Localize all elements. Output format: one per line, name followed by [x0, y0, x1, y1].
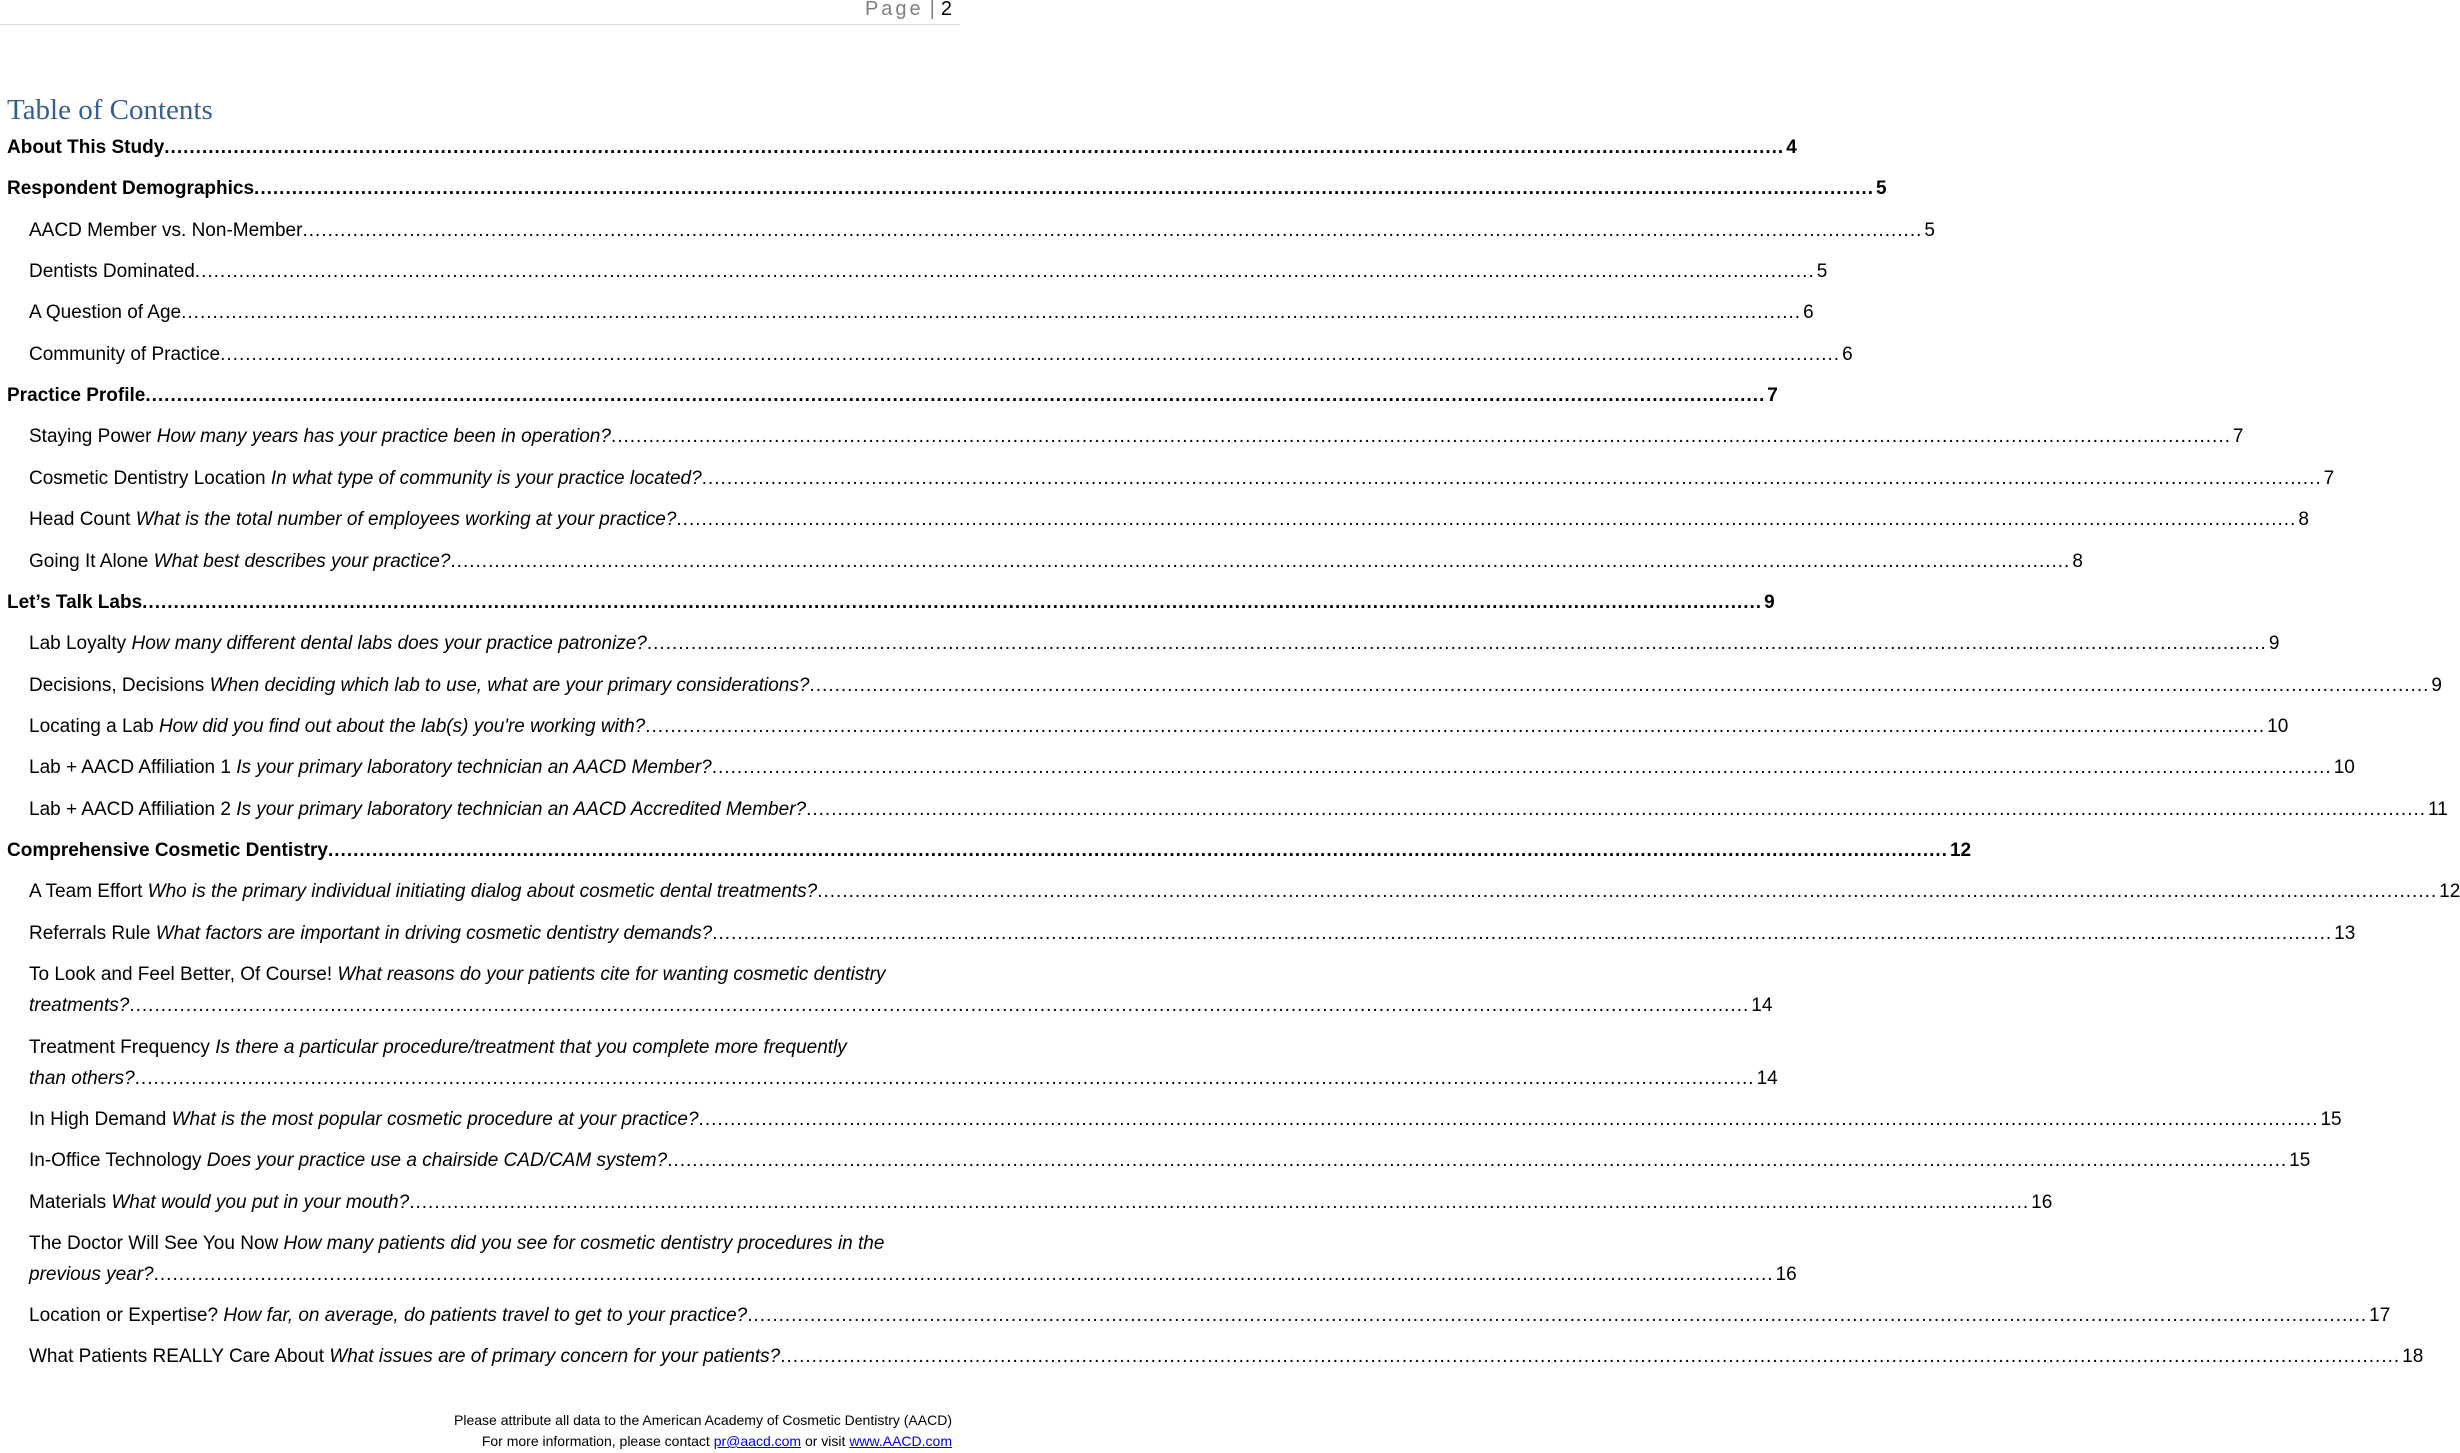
- toc-entry-title: [29, 339, 220, 370]
- toc-entry-page: 15: [2320, 1109, 2342, 1130]
- toc-entry-question: How many years has your practice been in operation?: [156, 426, 611, 448]
- toc-entry[interactable]: [0, 380, 1778, 411]
- dot-leader: [409, 1187, 2029, 1218]
- toc-entry-question: How many patients did you see for cosmetic dentistry procedures in the: [283, 1233, 885, 1254]
- toc-entry-question: How did you find out about the lab(s) you're working with?: [158, 715, 646, 737]
- toc-entry-title: [29, 1145, 667, 1176]
- toc-entry-label: Staying Power: [29, 426, 157, 448]
- toc-entry-title: [29, 1104, 699, 1135]
- toc-entry-line1: [29, 1228, 981, 1259]
- toc-entry-page: 5: [1924, 219, 1935, 241]
- dot-leader: [142, 587, 1762, 618]
- toc-entry-page: 13: [2334, 922, 2356, 944]
- toc-entry-page: 7: [2323, 467, 2335, 489]
- toc-entry[interactable]: [0, 835, 1972, 866]
- toc-entry-label: Respondent Demographics: [7, 178, 255, 200]
- toc-entry-label: Cosmetic Dentistry Location: [29, 467, 271, 489]
- toc-entry[interactable]: [0, 546, 2083, 577]
- toc-entry-page: 10: [2267, 715, 2289, 737]
- toc-entry[interactable]: [0, 711, 2289, 742]
- toc-entry-page: 10: [2333, 757, 2355, 779]
- toc-entry[interactable]: [0, 173, 1887, 204]
- toc-entry-question: What factors are important in driving cosmetic dentistry demands?: [155, 922, 713, 944]
- toc-entry-title: [29, 628, 647, 659]
- toc-entry-page: 5: [1875, 178, 1887, 200]
- toc-entry-label: Comprehensive Cosmetic Dentistry: [7, 839, 328, 861]
- toc-entry-page: 17: [2369, 1305, 2391, 1326]
- toc-entry-label: The Doctor Will See You Now: [29, 1233, 284, 1254]
- toc-entry-label: Lab + AACD Affiliation 1: [29, 757, 237, 779]
- toc-entry-title: [29, 256, 195, 287]
- dot-leader: [699, 1104, 2319, 1135]
- dot-leader: [195, 256, 1815, 287]
- toc-entry-page: 11: [2428, 798, 2448, 820]
- toc-entry-title: [29, 504, 676, 535]
- toc-entry-label: Lab Loyalty: [29, 633, 132, 655]
- toc-entry-label: Let’s Talk Labs: [7, 591, 143, 613]
- toc-entry-question: Is your primary laboratory technician an AACD Accredited Member?: [236, 798, 807, 820]
- toc-entry-page: 4: [1786, 137, 1797, 158]
- toc-entry-page: 9: [1764, 591, 1775, 613]
- toc-entry-page: 7: [2232, 426, 2244, 448]
- toc-entry-label: To Look and Feel Better, Of Course!: [29, 964, 338, 985]
- toc-entry-label: Dentists Dominated: [29, 261, 195, 283]
- toc-entry[interactable]: [0, 339, 1853, 370]
- dot-leader: [164, 132, 1784, 163]
- toc-entry-question: When deciding which lab to use, what are your primary considerations?: [209, 674, 810, 696]
- toc-entry-page: 8: [2298, 509, 2309, 531]
- toc-entry-title: [29, 297, 181, 328]
- toc-entry-title: [29, 711, 645, 742]
- dot-leader: [702, 463, 2322, 494]
- toc-entry-page: 15: [2289, 1150, 2311, 1172]
- toc-entry-title: [29, 918, 712, 949]
- footer-contact-prefix: For more information, please contact: [481, 1433, 714, 1449]
- toc-entry-title: [7, 173, 254, 204]
- toc-entry-line1: [29, 959, 981, 990]
- toc-entry-title: [29, 876, 817, 907]
- dot-leader: [676, 504, 2296, 535]
- toc-entry-question: Who is the primary individual initiating dialog about cosmetic dental treatments?: [147, 881, 818, 903]
- toc-entry-title: [29, 463, 702, 494]
- toc-entry[interactable]: [0, 504, 2309, 535]
- toc-entry-question: In what type of community is your practice located?: [270, 467, 702, 489]
- toc-entry-label: A Question of Age: [29, 302, 182, 324]
- toc-entry-label: In High Demand: [29, 1109, 172, 1130]
- dot-leader: [712, 752, 2332, 783]
- toc-entry-label: Community of Practice: [29, 343, 221, 365]
- dot-leader: [181, 297, 1801, 328]
- dot-leader: [154, 1259, 1774, 1290]
- toc-entry-question: What would you put in your mouth?: [111, 1191, 410, 1213]
- toc-entry-page: 6: [1803, 302, 1814, 324]
- toc-entry-question-cont: previous year?: [29, 1264, 154, 1285]
- dot-leader: [220, 339, 1840, 370]
- toc-entry-label: Lab + AACD Affiliation 2: [29, 798, 237, 820]
- toc-entry-label: About This Study: [7, 137, 165, 158]
- toc-entry[interactable]: [0, 959, 1773, 1021]
- toc-entry-title: [29, 215, 302, 246]
- dot-leader: [747, 1300, 2367, 1331]
- toc-entry-question-cont: treatments?: [29, 995, 130, 1016]
- toc-entry[interactable]: [0, 1032, 1778, 1094]
- dot-leader: [817, 876, 2437, 907]
- dot-leader: [450, 546, 2070, 577]
- footer-email-link[interactable]: pr@aacd.com: [713, 1433, 802, 1449]
- toc-entry-question-cont: than others?: [29, 1067, 135, 1089]
- dot-leader: [328, 835, 1948, 866]
- toc-entry-label: Going It Alone: [29, 550, 154, 572]
- toc-title: Table of Contents: [7, 94, 213, 126]
- toc-entry[interactable]: [0, 587, 1775, 618]
- toc-entry-page: 12: [1949, 839, 1972, 861]
- toc-entry-title: [29, 421, 611, 452]
- toc-entry-question: What reasons do your patients cite for wanting cosmetic dentistry: [337, 964, 886, 985]
- toc-entry-title: [29, 752, 712, 783]
- toc-entry[interactable]: [0, 1104, 2342, 1135]
- dot-leader: [645, 711, 2265, 742]
- toc-entry-page: 7: [1767, 385, 1778, 407]
- toc-entry-question: Is your primary laboratory technician an AACD Member?: [236, 757, 712, 779]
- toc-entry-page: 16: [2031, 1191, 2053, 1213]
- toc-entry-title: [7, 587, 142, 618]
- toc-entry-question: What is the most popular cosmetic procedure at your practice?: [171, 1109, 699, 1130]
- toc-entry[interactable]: [0, 256, 1828, 287]
- toc-entry-label: What Patients REALLY Care About: [29, 1346, 330, 1368]
- toc-entry-label: Locating a Lab: [29, 715, 159, 737]
- toc-entry-title: [29, 546, 450, 577]
- dot-leader: [647, 628, 2267, 659]
- toc-entry-label: Practice Profile: [7, 385, 146, 407]
- toc-entry[interactable]: [0, 1187, 2053, 1218]
- toc-entry-question: How many different dental labs does your practice patronize?: [131, 633, 647, 655]
- toc-entry[interactable]: [0, 1300, 2391, 1331]
- dot-leader: [806, 794, 2426, 825]
- toc-entry[interactable]: [0, 132, 1797, 163]
- toc-entry[interactable]: [0, 670, 2442, 701]
- toc-entry-title: [7, 380, 145, 411]
- toc-entry-page: 5: [1816, 261, 1828, 283]
- footer-website-link[interactable]: www.AACD.com: [849, 1433, 952, 1449]
- toc-entry-line2: [29, 990, 1773, 1021]
- toc-entry-label: Head Count: [29, 509, 136, 531]
- toc-entry-question: What best describes your practice?: [153, 550, 451, 572]
- toc-entry-title: [29, 1341, 780, 1372]
- dot-leader: [809, 670, 2429, 701]
- page-footer: [454, 1410, 952, 1452]
- toc-entry-question: Does your practice use a chairside CAD/CAM system?: [206, 1150, 668, 1172]
- dot-leader: [254, 173, 1874, 204]
- toc-entry-label: Location or Expertise?: [29, 1305, 224, 1326]
- toc-entry[interactable]: [0, 1341, 2424, 1372]
- page-separator: |: [929, 0, 935, 20]
- toc-entry[interactable]: [0, 297, 1814, 328]
- toc-entry-line2: [29, 1259, 1797, 1290]
- toc-entry-question: What is the total number of employees working at your practice?: [135, 509, 677, 531]
- toc-entry[interactable]: [0, 421, 2244, 452]
- toc-entry-label: In-Office Technology: [29, 1150, 207, 1172]
- dot-leader: [667, 1145, 2287, 1176]
- toc-entry-label: Decisions, Decisions: [29, 674, 210, 696]
- toc-entry-label: Treatment Frequency: [29, 1036, 216, 1058]
- toc-entry[interactable]: [0, 918, 2356, 949]
- toc-entry[interactable]: [0, 752, 2355, 783]
- toc-entry-page: 8: [2072, 550, 2083, 572]
- page-label: Page: [864, 0, 924, 20]
- toc-entry-page: 14: [1756, 1067, 1778, 1089]
- toc-entry-question: Is there a particular procedure/treatment that you complete more frequently: [215, 1036, 847, 1058]
- dot-leader: [129, 990, 1749, 1021]
- toc-entry-page: 14: [1751, 995, 1773, 1016]
- toc-entry-title: [29, 670, 809, 701]
- toc-entry-label: AACD Member vs. Non-Member: [29, 219, 303, 241]
- toc-entry-page: 9: [2268, 633, 2280, 655]
- toc-entry-page: 12: [2439, 881, 2460, 903]
- toc-entry[interactable]: [0, 215, 1935, 246]
- toc-entry-page: 9: [2431, 674, 2442, 696]
- toc-entry-title: [29, 1300, 747, 1331]
- toc-entry[interactable]: [0, 876, 2460, 907]
- toc-entry-title: [7, 835, 328, 866]
- toc-entry[interactable]: [0, 794, 2448, 825]
- dot-leader: [302, 215, 1922, 246]
- page-number-value: 2: [940, 0, 952, 20]
- dot-leader: [712, 918, 2332, 949]
- toc-entry-line1: [29, 1032, 981, 1063]
- dot-leader: [135, 1063, 1755, 1094]
- dot-leader: [145, 380, 1765, 411]
- toc-entry-question: What issues are of primary concern for your patients?: [329, 1346, 781, 1368]
- toc-entry-title: [7, 132, 164, 163]
- toc-entry[interactable]: [0, 463, 2335, 494]
- toc-entry-page: 6: [1842, 343, 1853, 365]
- toc-entry[interactable]: [0, 1145, 2311, 1176]
- dot-leader: [611, 421, 2231, 452]
- toc-entry-title: [29, 794, 806, 825]
- dot-leader: [780, 1341, 2400, 1372]
- toc-entry-page: 18: [2402, 1346, 2424, 1368]
- toc-entry-label: Materials: [29, 1191, 112, 1213]
- toc-entry-question: How far, on average, do patients travel to get to your practice?: [223, 1305, 748, 1326]
- toc-entry[interactable]: [0, 628, 2280, 659]
- toc-entry-title: [29, 1187, 409, 1218]
- footer-contact: [454, 1431, 952, 1452]
- toc-entry-label: Referrals Rule: [29, 922, 156, 944]
- toc-entry-label: A Team Effort: [29, 881, 148, 903]
- toc-entry-page: 16: [1775, 1264, 1797, 1285]
- footer-contact-mid: or visit: [801, 1433, 850, 1449]
- toc-entry[interactable]: [0, 1228, 1797, 1290]
- toc-entry-line2: [29, 1063, 1778, 1094]
- footer-attribution: Please attribute all data to the American Academy of Cosmetic Dentistry (AACD): [454, 1412, 952, 1428]
